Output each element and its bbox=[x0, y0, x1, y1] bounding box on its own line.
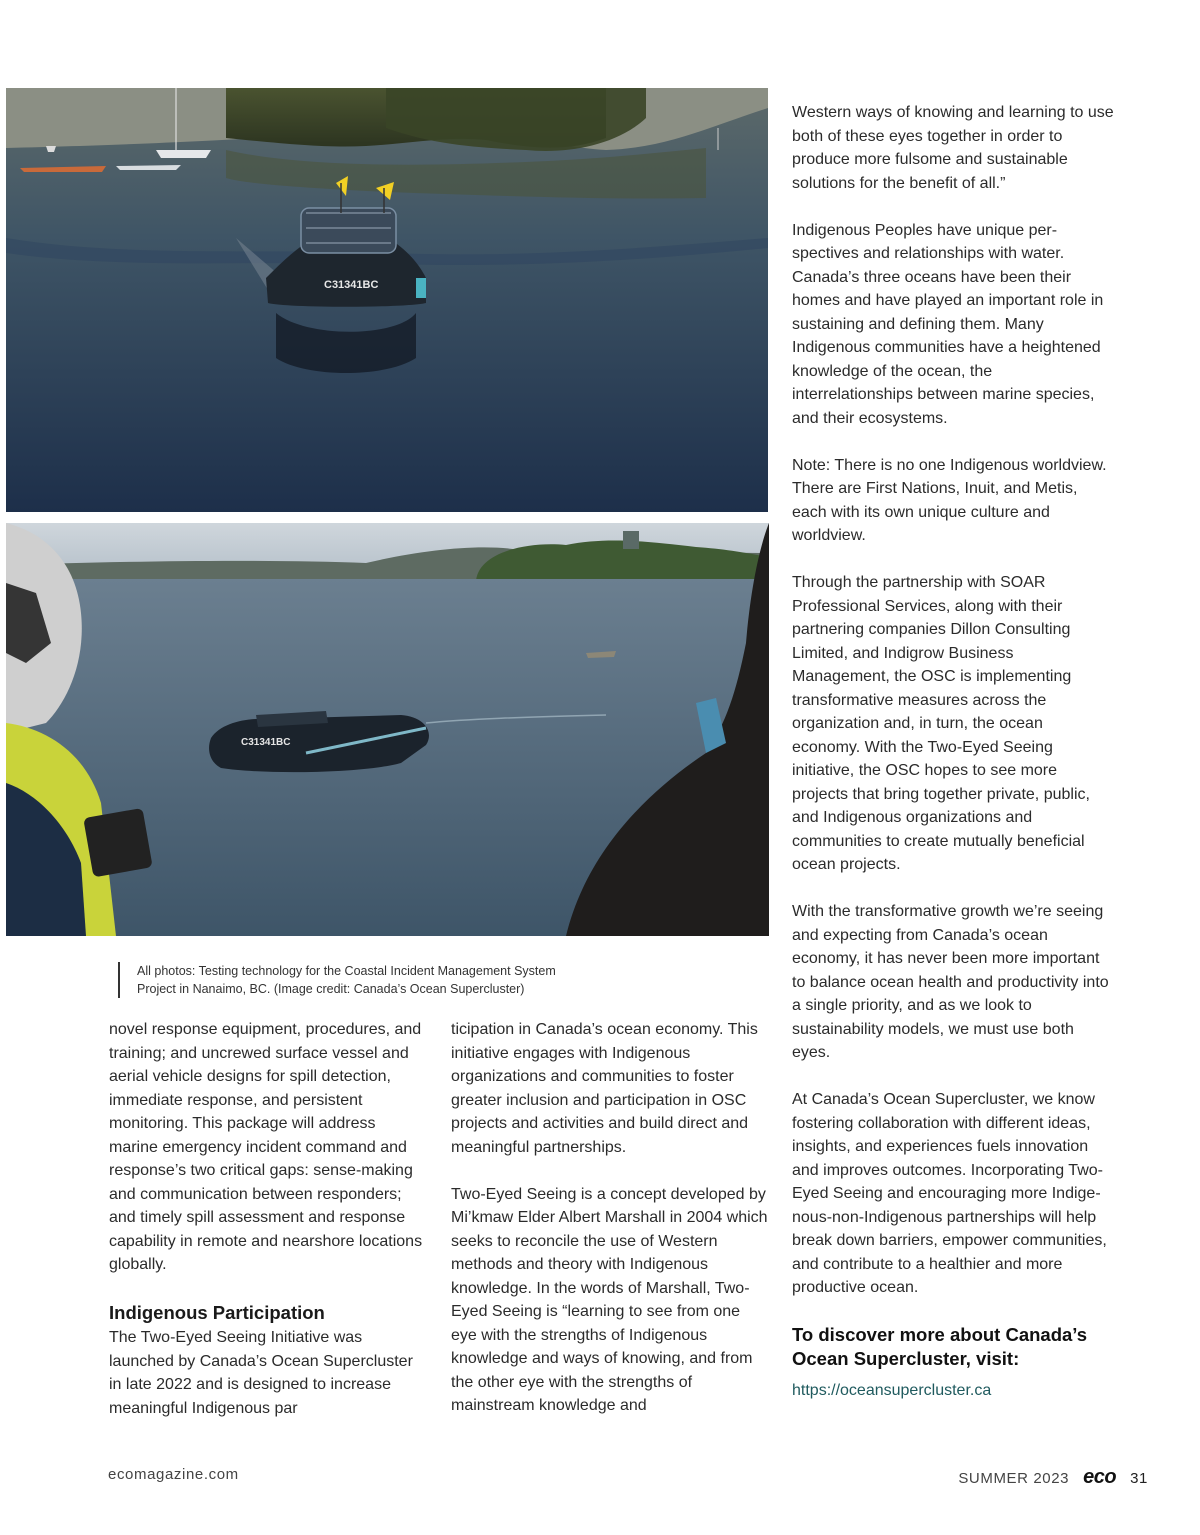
right-paragraph-4: Through the partnership with SOAR Professional Services, along with their partnering companies Dillon Consulting Limited, and Indigrow Business Management, the OSC is implementing transformative measures across the organization and, in turn, the ocean economy. With the Two-Eyed Seeing initiative, the OSC hopes to see more projects that bring together private, public, and Indigenous organizations and communities to create mutually beneficial ocean projects. bbox=[792, 574, 1090, 873]
footer-issue-info bbox=[958, 1466, 1148, 1489]
right-paragraph-5: With the transformative growth we’re seeing and expecting from Canada’s ocean economy, it has never been more important to balance ocean health and productivity into a single priority, and as we look to sustainability models, we must use both eyes. bbox=[792, 903, 1109, 1061]
caption-line-2: Project in Nanaimo, BC. (Image credit: Canada’s Ocean Supercluster) bbox=[137, 982, 525, 996]
article-column-left bbox=[109, 1018, 425, 1420]
caption-line-1: All photos: Testing technology for the Coastal Incident Management System bbox=[137, 964, 556, 978]
footer-issue-date: SUMMER 2023 bbox=[958, 1470, 1070, 1487]
right-paragraph-1: Western ways of knowing and learning to use both of these eyes together in order to produce more fulsome and sustainable solutions for the benefit of all.” bbox=[792, 104, 1114, 192]
left-paragraph-1: novel response equipment, procedures, and training; and uncrewed surface vessel and aerial vehicle designs for spill detection, immediate response, and persistent monitoring. This package will address marine emergency incident command and response’s two critical gaps: sense-making and communication between responders; and timely spill assessment and response capability in remote and nearshore locations globally. bbox=[109, 1021, 423, 1273]
left-paragraph-2: The Two-Eyed Seeing Initiative was launched by Canada’s Ocean Supercluster in late 2022 and is designed to increase meaningful Indigenous par bbox=[109, 1329, 413, 1417]
article-column-middle bbox=[451, 1018, 769, 1418]
right-paragraph-3: Note: There is no one Indigenous worldview. There are First Nations, Inuit, and Metis, each with its own unique culture and worldview. bbox=[792, 456, 1107, 544]
middle-paragraph-2: Two-Eyed Seeing is a concept developed by Mi’kmaw Elder Albert Marshall in 2004 which seeks to reconcile the use of Western methods and theory with Indigenous knowledge. In the words of Marshall, Two-Eyed Seeing is “learning to see from one eye with the strengths of Indigenous knowledge and ways of knowing, and from the other eye with the strengths of mainstream knowledge and bbox=[451, 1185, 768, 1414]
ocean-supercluster-link[interactable]: https://oceansupercluster.ca bbox=[792, 1382, 992, 1399]
article-column-right bbox=[792, 101, 1114, 1403]
photo-caption bbox=[118, 962, 697, 998]
top-boat-hull-label: C31341BC bbox=[324, 279, 379, 291]
section-heading-indigenous-participation: Indigenous Participation bbox=[109, 1302, 325, 1323]
cta-heading: To discover more about Canada’s Ocean Supercluster, visit: bbox=[792, 1324, 1088, 1369]
footer-page-number: 31 bbox=[1130, 1470, 1148, 1487]
footer-brand-logo: eco bbox=[1083, 1466, 1117, 1488]
right-paragraph-2: Indigenous Peoples have unique perspectives and relationships with water. Canada’s three oceans have been their homes and have played an important role in sustaining and defining them. Many Indigenous communities have a heightened knowledge of the ocean, the interrelationships between marine species, and their ecosystems. bbox=[792, 221, 1104, 427]
middle-paragraph-1: ticipation in Canada’s ocean economy. This initiative engages with Indigenous organizations and communities to foster greater inclusion and participation in OSC projects and activities and build direct and meaningful partnerships. bbox=[451, 1021, 758, 1156]
right-paragraph-6: At Canada’s Ocean Supercluster, we know fostering collaboration with different ideas, insights, and experiences fuels innovation and improves outcomes. Incorporating Two-Eyed Seeing and encouraging more Indigenous-non-Indigenous partnerships will help break down barriers, empower communities, and contribute to a healthier and more productive ocean. bbox=[792, 1091, 1107, 1296]
photo-operators-watching-boat bbox=[6, 523, 769, 936]
bottom-boat-hull-label: C31341BC bbox=[241, 737, 291, 748]
footer-website: ecomagazine.com bbox=[108, 1466, 239, 1483]
photo-boat-calm-water bbox=[6, 88, 768, 512]
